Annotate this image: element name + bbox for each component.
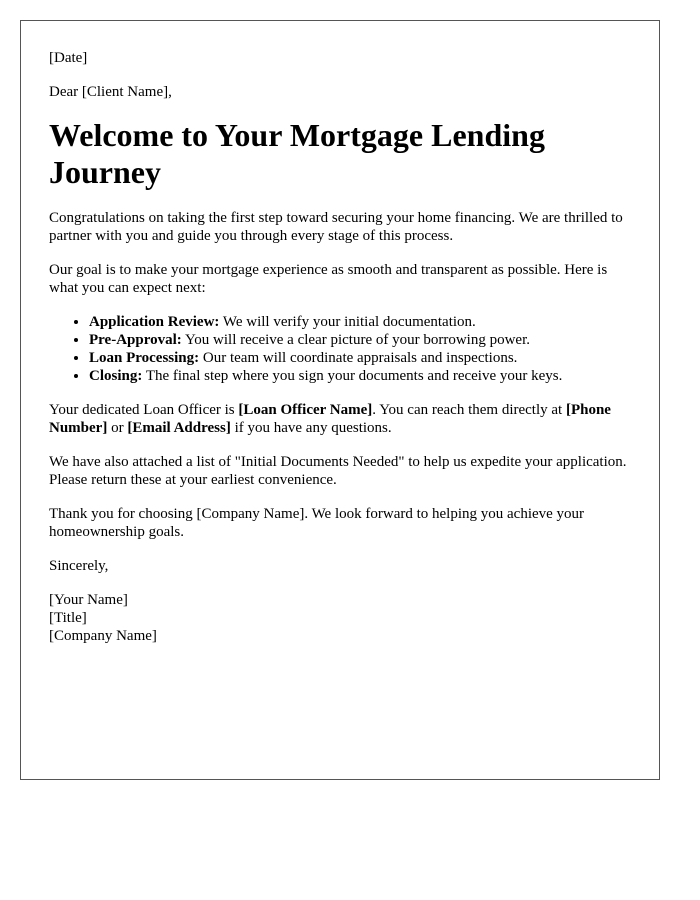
signature-name: [Your Name] [49, 592, 128, 608]
list-item [89, 313, 631, 331]
officer-text-post: if you have any questions. [230, 420, 392, 436]
closing: Sincerely, [49, 558, 109, 574]
officer-text-pre: Your dedicated Loan Officer is [49, 402, 239, 418]
loan-officer-paragraph [49, 401, 631, 437]
salutation: Dear [Client Name], [49, 84, 172, 100]
intro-paragraph: Congratulations on taking the first step toward securing your home financing. We are thrilled to partner with you and guide you through every stage of this process. [49, 210, 623, 244]
step-text: We will verify your initial documentation. [219, 314, 476, 330]
thanks-paragraph: Thank you for choosing [Company Name]. We look forward to helping you achieve your homeownership goals. [49, 506, 585, 540]
signature-company: [Company Name] [49, 628, 157, 644]
email-address: [Email Address] [127, 420, 231, 436]
step-label: Application Review: [89, 314, 220, 330]
step-text: You will receive a clear picture of your borrowing power. [181, 332, 531, 348]
letter-date: [Date] [49, 50, 88, 66]
step-label: Loan Processing: [89, 350, 200, 366]
step-label: Closing: [89, 368, 143, 384]
step-label: Pre-Approval: [89, 332, 182, 348]
signature-block [49, 591, 631, 645]
letter-title: Welcome to Your Mortgage Lending Journey [49, 117, 545, 190]
letter [20, 20, 660, 780]
officer-text-or: or [107, 420, 128, 436]
list-item [89, 349, 631, 367]
step-text: The final step where you sign your documents and receive your keys. [142, 368, 563, 384]
steps-list [49, 313, 631, 385]
list-item [89, 367, 631, 385]
documents-paragraph: We have also attached a list of "Initial Documents Needed" to help us expedite your application. Please return these at your earliest convenience. [49, 454, 627, 488]
list-item [89, 331, 631, 349]
step-text: Our team will coordinate appraisals and inspections. [199, 350, 518, 366]
phone-number: [Phone Number] [49, 402, 611, 436]
signature-title: [Title] [49, 610, 87, 626]
officer-text-mid: . You can reach them directly at [372, 402, 566, 418]
goal-paragraph: Our goal is to make your mortgage experience as smooth and transparent as possible. Here is what you can expect next: [49, 262, 608, 296]
loan-officer-name: [Loan Officer Name] [238, 402, 373, 418]
